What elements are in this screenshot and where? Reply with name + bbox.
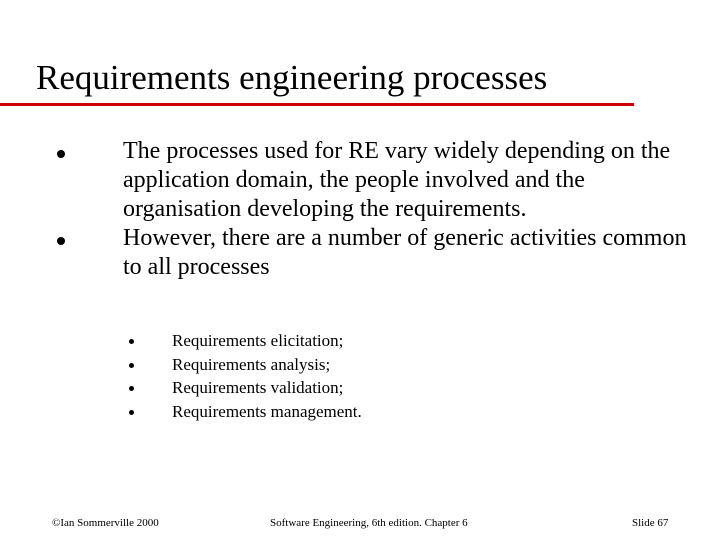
sub-bullet-list [0, 329, 720, 423]
sub-bullet-text: Requirements validation; [172, 378, 344, 397]
footer-slide-number: Slide 67 [632, 517, 669, 529]
bullet-text: The processes used for RE vary widely depending on the application domain, the people involved and the organisation developing the requirements. [123, 138, 671, 222]
slide-title: Requirements engineering processes [36, 58, 548, 97]
sub-bullet-text: Requirements elicitation; [172, 331, 344, 350]
bullet-item [0, 137, 693, 224]
footer-book-title: Software Engineering, 6th edition. Chapter 6 [270, 517, 468, 529]
sub-bullet-dot-icon [129, 386, 134, 391]
sub-bullet-dot-icon [129, 339, 134, 344]
footer-copyright: ©Ian Sommerville 2000 [52, 517, 159, 529]
sub-bullet-item [0, 329, 720, 353]
sub-bullet-dot-icon [129, 363, 134, 368]
sub-bullet-item [0, 400, 720, 424]
bullet-dot-icon [57, 237, 65, 245]
sub-bullet-dot-icon [129, 410, 134, 415]
bullet-text: However, there are a number of generic activities common to all processes [123, 225, 687, 280]
sub-bullet-item [0, 353, 720, 377]
bullet-dot-icon [57, 150, 65, 158]
sub-bullet-text: Requirements analysis; [172, 354, 331, 374]
bullet-item [0, 224, 693, 282]
sub-bullet-text: Requirements management. [172, 401, 362, 421]
title-underline [0, 103, 634, 106]
main-bullet-list [0, 137, 720, 282]
sub-bullet-item [0, 376, 720, 400]
